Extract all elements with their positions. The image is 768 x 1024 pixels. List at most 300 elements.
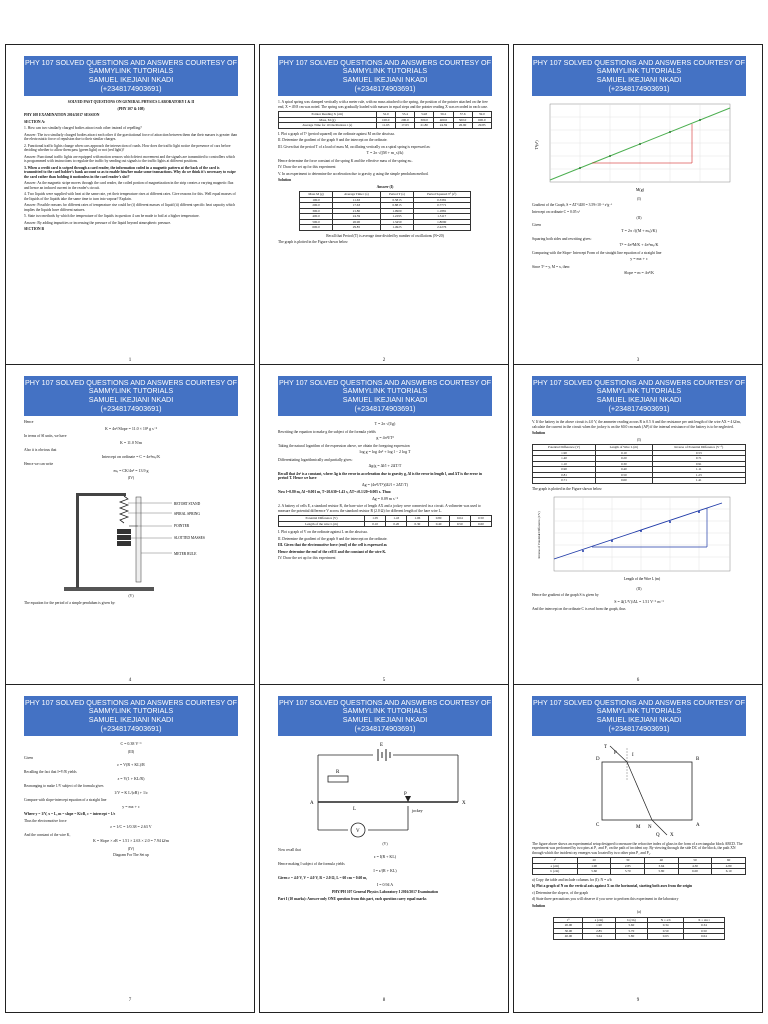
table-cell: 26.90: [453, 123, 472, 129]
table-cell: 30.00: [554, 928, 583, 934]
step-text: II. Determine the gradient of the graph S and the intercept on the ordinate.: [278, 536, 388, 541]
page-header: [278, 56, 492, 96]
step-text: Recall that 4π² is a constant, where Δg is the error in acceleration due to gravity g, Δl is the error in length l, and ΔT is the error in period T. Hence we have: [278, 471, 482, 480]
table-cell: 200.0: [395, 117, 414, 123]
header-line2: SAMMYLINK TUTORIALS: [596, 706, 682, 716]
data-table: [278, 111, 492, 129]
table-header: Inverse of Potential Difference (V⁻¹): [652, 445, 745, 451]
step-text: V. In an experiment to determine the acceleration due to gravity g using the simple pendulum method.: [278, 171, 429, 176]
apparatus-labels: [174, 502, 205, 556]
glass-block: [602, 762, 692, 820]
table-cell: 1.06: [407, 516, 428, 522]
table-cell: 1.10: [533, 461, 596, 467]
table-cell: 24.59: [332, 214, 380, 220]
doc-subtitle: (PHY 107 & 108): [117, 106, 145, 111]
table-cell: 29.85: [472, 123, 491, 129]
table-row: [279, 521, 492, 527]
page-1: [5, 44, 255, 373]
graph-note: The graph is plotted in the Figure shown below: [278, 240, 348, 244]
step-text: I. Plot a graph of T² (period squared) on the ordinate against M on the abscissa.: [278, 131, 395, 136]
page-header: [24, 376, 238, 416]
table-cell: 54.8: [415, 112, 434, 118]
step-text: II. Determine the gradient of the graph S and the intercept on the ordinate.: [278, 138, 388, 142]
table-cell: 0.30: [407, 521, 428, 527]
answer-text: Answer: As the magnetic stripe moves through the card reader, the coiled portion of magnetization in the strip creates a varying magnetic flux and hence an induced current in the reader's circuit.: [24, 181, 234, 190]
table-cell: 0.53: [652, 450, 745, 456]
table-cell: 0.64: [684, 934, 724, 940]
step-text: Squaring both sides and rewriting gives:: [532, 236, 592, 241]
table-header: Period T (s): [381, 192, 414, 198]
formula: T = 2π √(l/g): [374, 421, 396, 426]
table-cell: 26.90: [332, 219, 380, 225]
header-line1: PHY 107 SOLVED QUESTIONS AND ANSWERS COURTESY OF: [533, 377, 745, 387]
part-label: (a): [636, 910, 642, 914]
step-text: And the intercept on the ordinate C is read from the graph, thus: [532, 607, 626, 611]
table-cell: 0.20: [386, 521, 407, 527]
page-header: [24, 696, 238, 736]
table-cell: 1.2295: [381, 214, 414, 220]
table-header: N = a/b: [648, 917, 684, 923]
page-5: [259, 364, 509, 693]
table-cell: 0.50: [648, 928, 684, 934]
table-header: Mass M (g): [300, 192, 332, 198]
table-cell: 53.4: [395, 112, 414, 118]
formula: y = mx + c: [630, 256, 648, 261]
axis-label-y: Inverse of Potential Difference (1/V): [537, 511, 541, 559]
label-d: D: [596, 757, 600, 762]
step-text: IV. Draw the set up for this experiment: [278, 165, 336, 169]
step-text: Recalling the fact that I=V/R yields: [24, 770, 77, 774]
header-line1: PHY 107 SOLVED QUESTIONS AND ANSWERS COURTESY OF: [25, 697, 237, 707]
table-cell: 0.7771: [413, 203, 470, 209]
table-cell: 1.11: [652, 467, 745, 473]
table-cell: Length of the wire L (m): [279, 521, 365, 527]
formula: Intercept on ordinate = C = 4π²mₛ/K: [101, 453, 161, 459]
question-text: 2. Functional traffic lights change when cars approach the intersection of roads. How does the traffic light notice the presence of cars before deciding whether to allow them pass (green light) or not (red light)?: [24, 143, 231, 152]
plot-area: [554, 497, 730, 571]
question-text: 3. When a credit card is swiped through a card reader, the information coded in a magnetic pattern at the back of the card is transmitted to the card holder's bank account so as to enable him/her make some transactions. Why do we think it's necessary to swipe the card rather than holding it motionless in the card reader's slot?: [24, 165, 236, 179]
table-cell: 1.4925: [381, 225, 414, 231]
step-text: Hence determine the force constant of the spring K and the effective mass of the spring mₛ.: [278, 158, 413, 163]
table-cell: 300.0: [300, 208, 332, 214]
figure-label: (IV): [127, 476, 135, 480]
page-header: [278, 376, 492, 416]
page-number: 5: [382, 678, 386, 683]
header-line2: SAMMYLINK TUTORIALS: [88, 706, 174, 716]
table-cell: 0.60: [470, 521, 491, 527]
page-body: [532, 740, 746, 995]
table-header: b (cm): [615, 917, 648, 923]
step-text: Hence making I subject of the formula yields: [278, 862, 345, 866]
part-label: (I): [637, 437, 641, 442]
table-cell: 21.80: [415, 123, 434, 129]
table-cell: 2.2276: [413, 225, 470, 231]
header-line1: PHY 107 SOLVED QUESTIONS AND ANSWERS COURTESY OF: [279, 377, 491, 387]
table-cell: 500.0: [300, 219, 332, 225]
answer-text: Answer: By adding impurities or increasing the pressure of the liquid beyond atmospheric pressure.: [24, 220, 172, 225]
table-cell: 5.70: [615, 928, 648, 934]
page-header: [532, 696, 746, 736]
data-point: [699, 119, 701, 121]
table-header: 60: [712, 858, 746, 864]
table-cell: 0.50: [470, 516, 491, 522]
header-line4: (+2348174903691): [100, 403, 162, 413]
table-header: 30: [611, 858, 645, 864]
spring-apparatus-diagram: [24, 483, 238, 593]
table-cell: 1.8090: [413, 219, 470, 225]
header-line2: SAMMYLINK TUTORIALS: [596, 386, 682, 396]
figure-label: (V): [382, 841, 388, 846]
section-heading: SECTION B: [24, 227, 44, 231]
table-header: 40: [645, 858, 679, 864]
table-cell: 0.8815: [381, 203, 414, 209]
table-cell: 5.60: [615, 923, 648, 929]
label-spiral-spring: SPIRAL SPRING: [174, 511, 200, 516]
table-cell: 3.64: [583, 934, 615, 940]
label-a: A: [696, 823, 700, 828]
header-line2: SAMMYLINK TUTORIALS: [342, 66, 428, 76]
table-cell: Potential Difference (V): [279, 516, 365, 522]
page-body: [532, 420, 746, 675]
part-label: (IV): [127, 846, 135, 851]
page-body: [278, 420, 492, 675]
label-q: Q: [656, 833, 660, 838]
table-cell: 1.23: [652, 472, 745, 478]
page-body: [24, 740, 238, 995]
step-text: Given: [532, 222, 542, 227]
label-n: N: [648, 825, 652, 830]
question-text: 5. State two methods by which the temperature of the liquids in question 4 can be made to boil at a higher temperature.: [24, 214, 200, 218]
step-text: Since T² = y, M = x, then:: [532, 264, 571, 269]
table-cell: 4.80: [712, 863, 746, 869]
table-cell: 2.85: [583, 928, 615, 934]
slotted-mass: [117, 529, 131, 534]
step-text: Thus the electromotive force: [24, 818, 67, 823]
step-text: III. Given that the period T of a load of mass M, oscillating vertically on a spiral spring is expressed as:: [278, 144, 431, 149]
glass-block-diagram: [532, 740, 746, 840]
header-line2: SAMMYLINK TUTORIALS: [88, 386, 174, 396]
question-text: 1. How can two similarly charged bodies attract each other instead of repelling?: [24, 126, 142, 130]
solution-heading: Solution: [532, 431, 546, 435]
table-cell: 1.3450: [381, 219, 414, 225]
table-header: i°: [554, 917, 583, 923]
data-point: [640, 530, 642, 532]
formula: K = 11.0 N/m: [119, 439, 143, 445]
circuit-labels: [310, 743, 466, 834]
table-cell: 40.00: [554, 934, 583, 940]
clamp-arm: [76, 493, 126, 496]
table-row: [533, 869, 746, 875]
step-text: b) Plot a graph of N on the vertical axis against X on the horizontal, starting both axes from the origin: [532, 884, 693, 888]
step-text: Hence: [24, 420, 34, 424]
intercept-text: Intercept on ordinate C = 0.05 s²: [532, 209, 580, 214]
table-cell: 400.0: [434, 117, 453, 123]
table-cell: 1.0900: [381, 208, 414, 214]
table-header: 20: [577, 858, 611, 864]
header-line1: PHY 107 SOLVED QUESTIONS AND ANSWERS COURTESY OF: [279, 57, 491, 67]
label-b: B: [696, 757, 700, 762]
table-cell: 0.34: [684, 923, 724, 929]
table-cell: 5.80: [645, 869, 679, 875]
table-cell: 300.0: [415, 117, 434, 123]
table-cell: 0.20: [596, 456, 653, 462]
axis-label-x: Length of the Wire L (m): [623, 577, 661, 581]
graph-inverse-v-vs-length: [532, 493, 746, 585]
question-text: The figure above shows an experimental setup designed to measure the refractive index of glass in the form of a rectangular block ABCD. The experiment was performed by two pins at P₁ and P₂ on the path of incident ray. By viewing through the side DC of the block, the path XN through which the incident ray emerges was located by two other pins P₃ and P₄.: [532, 841, 743, 855]
formula: 1/V = K L/(εR) + 1/ε: [114, 789, 148, 795]
page-body: [532, 100, 746, 355]
page-number: 8: [382, 998, 386, 1003]
step-text: Differentiating logarithmically and partially gives:: [278, 457, 353, 462]
formula: ε = 1/C = 1/0.38 = 2.63 V: [110, 824, 152, 829]
table-header: Period Squared T² (s²): [413, 192, 470, 198]
table-cell: 5.80: [615, 934, 648, 940]
table-cell: 11.63: [332, 197, 380, 203]
page-body: [278, 100, 492, 355]
table-cell: 0.3381: [413, 197, 470, 203]
table-header: X = sin i: [684, 917, 724, 923]
data-point: [579, 167, 581, 169]
answer-table: [532, 444, 746, 484]
header-line2: SAMMYLINK TUTORIALS: [342, 386, 428, 396]
label-jockey: jockey: [412, 808, 423, 813]
table-cell: b (cm): [533, 869, 578, 875]
table-cell: 1.90: [533, 450, 596, 456]
step-text: c) Determine the slope n, of the graph: [532, 890, 588, 895]
answer-text: Answer: The two similarly charged bodies attract each other if the gravitational force of attraction between them due their masses is greater than the electrostatic force of repulsion due to their similar charges.: [24, 132, 238, 141]
table-cell: 0.40: [428, 521, 449, 527]
table-cell: 1.90: [583, 923, 615, 929]
table-cell: 1.41: [652, 478, 745, 484]
table-cell: 600.0: [300, 225, 332, 231]
diagram-caption: Diagram For The Set up: [113, 853, 149, 857]
step-text: Rearranging to make 1/V subject of the formula gives: [24, 784, 104, 788]
page-2: [259, 44, 509, 373]
header-line3: SAMUEL IKEJIANI NKADI: [88, 715, 174, 724]
step-text: Compare with slope-intercept equation of a straight line: [24, 798, 107, 802]
table-cell: 2.85: [611, 863, 645, 869]
page-number: 9: [636, 998, 640, 1003]
page-number: 2: [382, 358, 386, 363]
table-cell: 500.0: [453, 117, 472, 123]
table-cell: 1.1881: [413, 208, 470, 214]
formula: ε = V(1 + KL/R): [117, 775, 145, 781]
formula: S = Δ(1/V)/ΔL = 1.51 V⁻¹ m⁻¹: [614, 598, 664, 604]
label-a: A: [310, 801, 314, 806]
table-cell: 6.10: [712, 869, 746, 875]
retort-rod: [76, 493, 79, 588]
step-text: Where y = 1/V, x = L, m = slope = K/εR, c = intercept = 1/ε: [24, 812, 116, 816]
axis-label-y: T²(s²): [534, 140, 539, 150]
slotted-mass: [117, 535, 131, 540]
table-cell: 0.10: [596, 450, 653, 456]
formula: T² = 4π²M/K + 4π²mₛ/K: [619, 242, 659, 247]
page-6: [513, 364, 763, 693]
step-text: Comparing with the Slope- Intercept Form of the straight line equation of a straight line: [532, 250, 662, 255]
formula: T = 2π √((M + mₛ)/K): [621, 228, 657, 233]
label-c: C: [596, 823, 600, 828]
table-cell: 5.70: [611, 869, 645, 875]
question-text: 1. A spiral spring was clamped vertically with a meter rule, with no mass attached to the spring, the position of the pointer attached on the free end, X = 49.8 cm was noted. The spring was gradually loaded with masses in equal steps and the pointer reading X was recorded in each case.: [278, 100, 488, 109]
part-label: (II): [636, 216, 642, 220]
step-text: Also it is obvious that: [24, 448, 57, 452]
step-text: Hence the gradient of the graph S is given by: [532, 593, 599, 597]
session-heading: PHY 108 EXAMINATION 2016/2017 SESSION: [24, 113, 100, 117]
potentiometer-circuit-diagram: [278, 740, 492, 840]
exam-title: PHY/PH 107 General Physics Laboratory I 2016/2017 Examination: [331, 890, 438, 894]
label-t: T: [604, 745, 608, 750]
table-cell: 1.05: [365, 516, 386, 522]
table-cell: 600.0: [472, 117, 491, 123]
answer-text: Answer: Functional traffic lights are equipped with motion sensors which detect movement and the signals are transmitted to controllers which is programmed with instructions to regulate the traffic by sending out signals to the traffic lights at different positions.: [24, 154, 235, 163]
label-p: P: [404, 792, 407, 797]
data-table: [532, 857, 746, 875]
formula: K = 4π²/Slope = 11.0 × 10³ g s⁻²: [104, 425, 157, 431]
formula: mₛ = CK/4π² = 13.9 g: [113, 467, 149, 473]
label-p: P: [614, 751, 617, 756]
step-text: a) Copy the table and include columns for (I): N = a/b: [532, 877, 612, 882]
table-cell: 24.59: [434, 123, 453, 129]
step-text: I. Plot a graph of V on the ordinate against L on the abscissa.: [278, 530, 368, 534]
table-cell: Average Time for 10 Oscillations t (s): [279, 123, 377, 129]
step-text: Now l=0.80 m, Δl =0.001 m, T=20.630=1.43 s, ΔT=±0.1/20=0.005 s. Thus:: [278, 490, 392, 494]
header-line4: (+2348174903691): [608, 83, 670, 93]
table-cell: 11.63: [376, 123, 395, 129]
header-line3: SAMUEL IKEJIANI NKADI: [596, 75, 682, 84]
page-header: [532, 376, 746, 416]
table-cell: 52.0: [376, 112, 395, 118]
step-text: Rewriting the equation to make g the subject of the formula yields: [278, 429, 376, 434]
table-cell: 59.0: [472, 112, 491, 118]
table-row: [533, 478, 746, 484]
data-point: [609, 155, 611, 157]
formula: Δg/g = Δl/l + 2ΔT/T: [368, 463, 402, 468]
answer-text: Answer: Possible reasons for different rates of temperature rise could be (i) different masses of liquid (ii) different specific heat capacity which implies the liquids have different natures.: [24, 203, 236, 212]
step-text: Given: [24, 756, 34, 760]
gradient-text: Gradient of the Graph, S = ΔT²/ΔM = 3.59×10⁻³ s²g⁻¹: [532, 203, 613, 207]
label-v: V: [356, 829, 360, 834]
label-leaders: [128, 503, 172, 553]
page-header: [24, 56, 238, 96]
page-header: [278, 696, 492, 736]
formula: T = 2π √((M + m_s)/k): [366, 150, 404, 155]
slotted-mass: [117, 541, 131, 546]
table-cell: 0.71: [533, 478, 596, 484]
table-cell: 0.71: [652, 456, 745, 462]
header-line4: (+2348174903691): [354, 403, 416, 413]
figure-label: (I): [637, 196, 641, 201]
table-cell: 57.6: [453, 112, 472, 118]
step-text: Given ε = 4.0 V, V = 4.0 V, R = 2.0 Ω, L = 60 cm = 0.60 m,: [278, 876, 368, 880]
formula: Δg = (4π²l/T²)(Δl/l + 2ΔT/T): [362, 481, 408, 487]
step-text: IV. Draw the set up for this experiment: [278, 556, 336, 560]
formula: ε = V(R + KL)/R: [117, 761, 145, 767]
page-4: [5, 364, 255, 693]
label-i: I: [632, 753, 634, 758]
formula: g = 4π²l/T²: [376, 435, 394, 440]
page-body: [278, 740, 492, 995]
header-line3: SAMUEL IKEJIANI NKADI: [88, 395, 174, 404]
table-row: [279, 123, 492, 129]
spring-icon: [120, 496, 128, 523]
solution-heading: Solution: [532, 903, 546, 908]
data-point: [698, 511, 700, 513]
answer-table: [553, 917, 724, 940]
header-line3: SAMUEL IKEJIANI NKADI: [342, 75, 428, 84]
step-text: In terms of SI units, we have: [24, 434, 67, 438]
data-point: [611, 540, 613, 542]
label-retort-stand: RETORT STAND: [174, 501, 201, 506]
header-line4: (+2348174903691): [354, 83, 416, 93]
table-cell: 0.50: [596, 472, 653, 478]
table-header: Length of Wire L (m): [596, 445, 653, 451]
table-cell: 4.30: [678, 863, 712, 869]
table-cell: 100.0: [300, 197, 332, 203]
table-cell: 100.0: [376, 117, 395, 123]
header-line1: PHY 107 SOLVED QUESTIONS AND ANSWERS COURTESY OF: [25, 57, 237, 67]
label-e: E: [380, 743, 384, 748]
header-line3: SAMUEL IKEJIANI NKADI: [596, 395, 682, 404]
header-line3: SAMUEL IKEJIANI NKADI: [596, 715, 682, 724]
doc-title: SOLVED PAST QUESTIONS ON GENERAL PHYSICS LABORATORY I & II: [67, 100, 195, 104]
table-cell: 0.40: [596, 467, 653, 473]
table-cell: 0.34: [648, 923, 684, 929]
table-cell: 200.0: [300, 203, 332, 209]
step-text: The equation for the period of a simple pendulum is given by:: [24, 600, 116, 605]
page-number: 1: [128, 358, 132, 363]
header-line2: SAMMYLINK TUTORIALS: [342, 706, 428, 716]
header-line3: SAMUEL IKEJIANI NKADI: [342, 715, 428, 724]
table-cell: 400.0: [300, 214, 332, 220]
table-note: Recall that Period (T) is average time divided by number of oscillations (N=20): [326, 233, 444, 238]
resistor-icon: [328, 776, 348, 782]
figure-label: (V): [128, 594, 134, 598]
answer-heading: Answer (I): [376, 184, 394, 189]
table-cell: 0.63: [648, 934, 684, 940]
question-text: V. If the battery in the above circuit is 4.0 V, the ammeter reading across R is 0.5 A and the resistance per unit length of the wire AX = 4 Ω/m, calculate the current in the circuit when the jockey is on the 60.0 cm mark (AP) if the internal resistance of the battery is to be neglected.: [532, 420, 741, 429]
step-text: Taking the natural logarithm of the expression above, we obtain the foregoing expression: [278, 443, 410, 448]
table-row: [554, 934, 724, 940]
header-line3: SAMUEL IKEJIANI NKADI: [88, 75, 174, 84]
page-7: [5, 684, 255, 1013]
table-header: Potential Difference (V): [533, 445, 596, 451]
table-cell: 0.5815: [381, 197, 414, 203]
label-meter-rule: METER RULE: [174, 551, 197, 556]
label-x: X: [462, 801, 466, 806]
formula: K = Slope × εR = 1.51 × 2.63 × 2.0 = 7.94 Ω/m: [92, 838, 170, 843]
step-text: III. Given that the electromotive force (emf) of the cell is expressed as: [278, 543, 387, 547]
question-text: 4. Two liquids were supplied with heat at the same rate, yet their temperature rises at different rates. Give reasons for this. Well equal masses of the liquids of the liquids take the same time to turn into vapour? Explain.: [24, 192, 236, 201]
table-cell: 21.80: [332, 208, 380, 214]
table-cell: 0.50: [449, 521, 470, 527]
axis-label-x: M(g): [635, 187, 645, 192]
header-line1: PHY 107 SOLVED QUESTIONS AND ANSWERS COURTESY OF: [533, 57, 745, 67]
page-9: [513, 684, 763, 1013]
step-text: Hence determine the emf of the cell E and the constant of the wire K.: [278, 549, 387, 554]
table-cell: 3.64: [645, 863, 679, 869]
table-cell: 0.64: [449, 516, 470, 522]
data-point: [582, 550, 584, 552]
answer-table: [299, 191, 470, 231]
formula: C = 0.38 V⁻¹: [120, 741, 142, 746]
table-row: [300, 225, 470, 231]
label-pointer: POINTER: [174, 523, 190, 528]
table-cell: 29.85: [332, 225, 380, 231]
formula: I = ε/(R + KL): [373, 867, 397, 873]
page-8: [259, 684, 509, 1013]
table-cell: 1.43: [386, 516, 407, 522]
table-cell: 0.60: [596, 478, 653, 484]
